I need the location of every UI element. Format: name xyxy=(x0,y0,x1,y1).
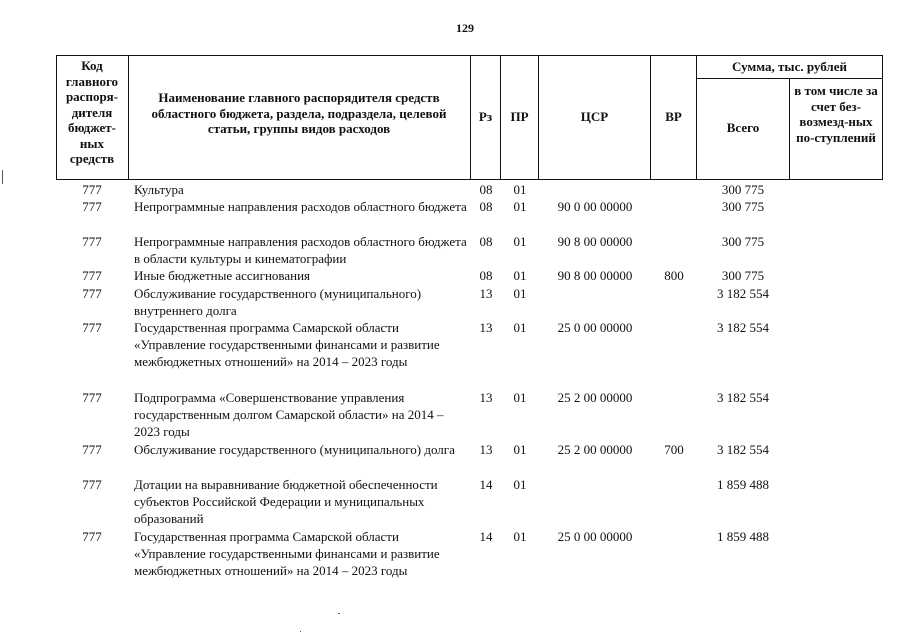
row-csr: 90 8 00 00000 xyxy=(557,268,633,283)
row-name: Подпрограмма «Совершенствование управления государственным долгом Самарской области» на 2014 – 2023 годы xyxy=(134,390,444,439)
row-vr: 700 xyxy=(664,442,684,457)
row-name: Обслуживание государственного (муниципального) долга xyxy=(134,442,455,457)
header-csr: ЦСР xyxy=(580,109,609,124)
row-pr: 01 xyxy=(513,268,527,283)
scan-mark xyxy=(338,613,340,614)
row-rz: 08 xyxy=(479,234,493,249)
header-rz: Рз xyxy=(478,109,493,124)
row-name: Государственная программа Самарской области «Управление государственными финансами и развитие межбюджетных отношений» на 2014 – 2023 годы xyxy=(134,529,440,578)
row-pr: 01 xyxy=(513,199,527,214)
row-name: Дотации на выравнивание бюджетной обеспеченности субъектов Российской Федерации и муниципальных образований xyxy=(134,477,438,526)
header-sum-group: Сумма, тыс. рублей xyxy=(732,59,847,74)
row-name: Иные бюджетные ассигнования xyxy=(134,268,311,283)
scan-mark xyxy=(300,631,301,632)
row-sum: 3 182 554 xyxy=(717,320,769,335)
row-csr: 25 2 00 00000 xyxy=(557,390,633,405)
row-sum: 1 859 488 xyxy=(717,477,769,492)
row-rz: 08 xyxy=(479,182,493,197)
row-rz: 14 xyxy=(479,477,493,492)
header-pr: ПР xyxy=(510,109,529,124)
header-total: Всего xyxy=(726,120,760,135)
row-sum: 1 859 488 xyxy=(717,529,769,544)
row-code: 777 xyxy=(82,529,102,544)
row-code: 777 xyxy=(82,234,102,249)
row-code: 777 xyxy=(82,182,102,197)
page-number: 129 xyxy=(456,21,474,35)
row-rz: 08 xyxy=(479,268,493,283)
header-name: Наименование главного распорядителя средств областного бюджета, раздела, подраздела, целевой статьи, группы видов расходов xyxy=(151,90,447,136)
row-sum: 300 775 xyxy=(721,234,765,249)
row-pr: 01 xyxy=(513,320,527,335)
header-gratuitous: в том числе за счет без-возмезд-ных по-ступлений xyxy=(794,83,878,145)
row-pr: 01 xyxy=(513,477,527,492)
row-csr: 90 0 00 00000 xyxy=(557,199,633,214)
row-rz: 13 xyxy=(479,442,493,457)
row-name: Государственная программа Самарской области «Управление государственными финансами и развитие межбюджетных отношений» на 2014 – 2023 годы xyxy=(134,320,440,369)
row-pr: 01 xyxy=(513,529,527,544)
row-code: 777 xyxy=(82,390,102,405)
row-sum: 300 775 xyxy=(721,199,765,214)
row-pr: 01 xyxy=(513,390,527,405)
scan-mark xyxy=(2,170,3,184)
row-pr: 01 xyxy=(513,442,527,457)
row-pr: 01 xyxy=(513,234,527,249)
row-csr: 90 8 00 00000 xyxy=(557,234,633,249)
row-csr: 25 0 00 00000 xyxy=(557,320,633,335)
row-sum: 300 775 xyxy=(721,182,765,197)
row-pr: 01 xyxy=(513,182,527,197)
row-rz: 13 xyxy=(479,320,493,335)
header-code: Код главного распоря-дителя бюджет-ных средств xyxy=(65,58,119,166)
row-csr: 25 2 00 00000 xyxy=(557,442,633,457)
row-name: Непрограммные направления расходов областного бюджета xyxy=(134,199,467,214)
row-code: 777 xyxy=(82,199,102,214)
row-code: 777 xyxy=(82,442,102,457)
row-code: 777 xyxy=(82,320,102,335)
row-sum: 3 182 554 xyxy=(717,442,769,457)
row-pr: 01 xyxy=(513,286,527,301)
row-name: Культура xyxy=(134,182,184,197)
row-sum: 300 775 xyxy=(721,268,765,283)
row-csr: 25 0 00 00000 xyxy=(557,529,633,544)
row-name: Непрограммные направления расходов областного бюджета в области культуры и кинематографии xyxy=(134,234,467,266)
row-vr: 800 xyxy=(664,268,684,283)
row-code: 777 xyxy=(82,286,102,301)
header-vr: ВР xyxy=(665,109,682,124)
row-rz: 13 xyxy=(479,286,493,301)
row-sum: 3 182 554 xyxy=(717,390,769,405)
row-code: 777 xyxy=(82,477,102,492)
row-rz: 13 xyxy=(479,390,493,405)
row-rz: 14 xyxy=(479,529,493,544)
row-name: Обслуживание государственного (муниципального) внутреннего долга xyxy=(134,286,422,318)
row-rz: 08 xyxy=(479,199,493,214)
row-code: 777 xyxy=(82,268,102,283)
row-sum: 3 182 554 xyxy=(717,286,769,301)
